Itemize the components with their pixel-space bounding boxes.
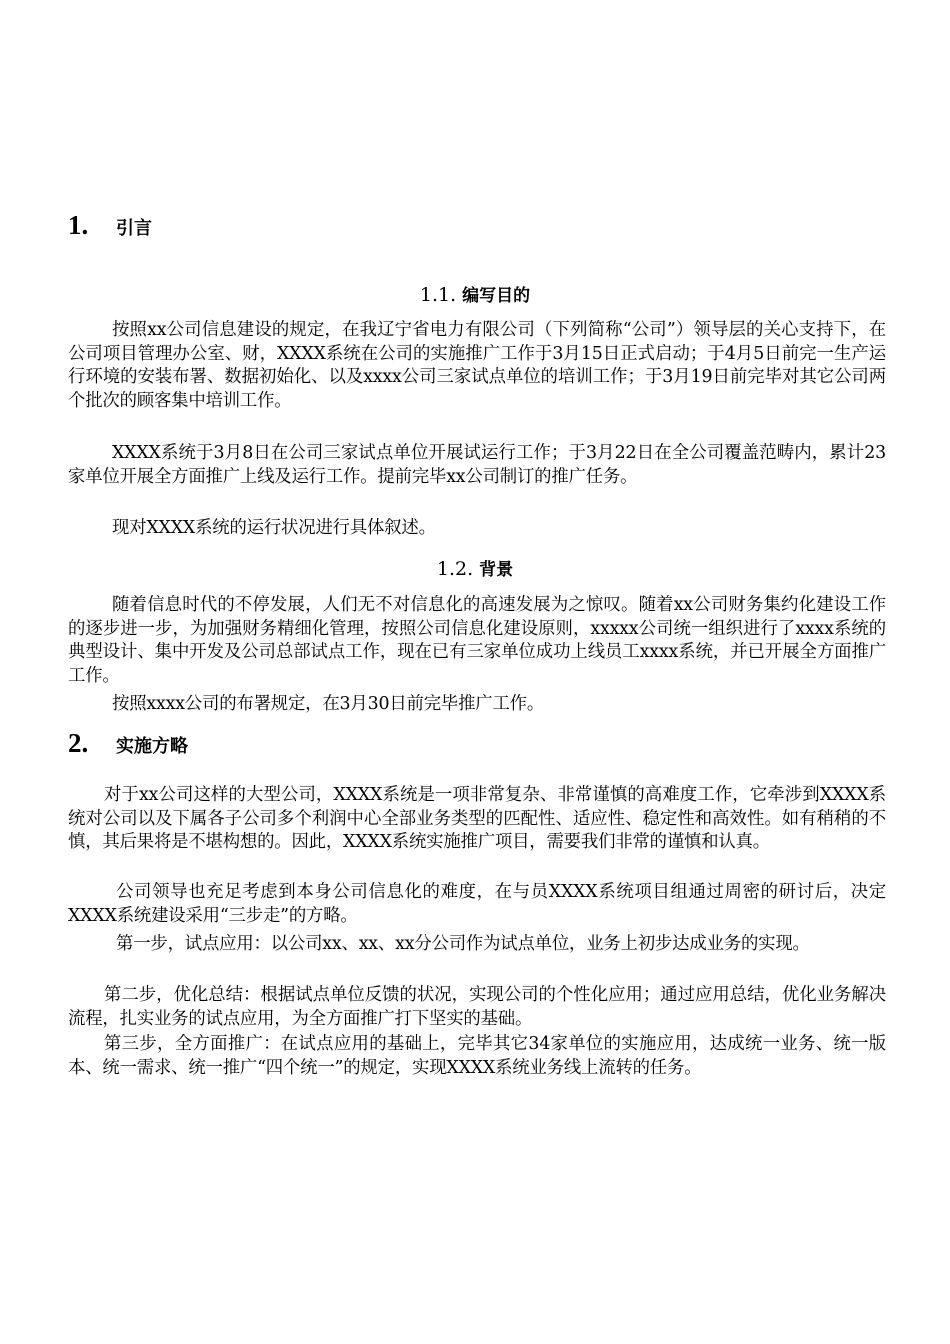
paragraph: 按照xxxx公司的布署规定，在3月30日前完毕推广工作。 bbox=[112, 694, 545, 714]
paragraph: 第二步，优化总结：根据试点单位反馈的状况，实现公司的个性化应用；通过应用总结，优化业务解决流程，扎实业务的试点应用，为全方面推广打下坚实的基础。 bbox=[68, 985, 886, 1029]
section-2-heading bbox=[68, 728, 188, 759]
paragraph: 第一步，试点应用：以公司xx、xx、xx分公司作为试点单位，业务上初步达成业务的实现。 bbox=[116, 934, 810, 954]
paragraph: 公司领导也充足考虑到本身公司信息化的难度，在与员XXXX系统项目组通过周密的研讨后，决定XXXX系统建设采用“三步走”的方略。 bbox=[68, 882, 886, 926]
paragraph: XXXX系统于3月8日在公司三家试点单位开展试运行工作；于3月22日在全公司覆盖范畴内，累计23家单位开展全方面推广上线及运行工作。提前完毕xx公司制订的推广任务。 bbox=[68, 443, 886, 487]
section-1-1-number: 1.1. bbox=[419, 284, 457, 306]
paragraph: 按照xx公司信息建设的规定，在我辽宁省电力有限公司（下列简称“公司”）领导层的关心支持下，在公司项目管理办公室、财，XXXX系统在公司的实施推广工作于3月15日正式启动；于4月5日前完一生产运行环境的安装布署、数据初始化、以及xxxx公司三家试点单位的培训工作；于3月19日前完毕对其它公司两个批次的顾客集中培训工作。 bbox=[68, 320, 886, 411]
section-1-1-heading bbox=[0, 283, 950, 308]
paragraph: 对于xx公司这样的大型公司，XXXX系统是一项非常复杂、非常谨慎的高难度工作，它牵涉到XXXX系统对公司以及下属各子公司多个利润中心全部业务类型的匹配性、适应性、稳定性和高效性。如有稍稍的不慎，其后果将是不堪构想的。因此，XXXX系统实施推广项目，需要我们非常的谨慎和认真。 bbox=[68, 785, 886, 852]
section-1-2-number: 1.2. bbox=[436, 558, 474, 580]
section-1-2-heading bbox=[0, 557, 950, 582]
section-1-heading bbox=[68, 210, 152, 241]
section-2-number: 2. bbox=[68, 728, 89, 758]
section-1-title: 引言 bbox=[116, 218, 152, 239]
section-1-number: 1. bbox=[68, 210, 89, 240]
section-1-2-title: 背景 bbox=[479, 560, 514, 580]
paragraph: 第三步，全方面推广：在试点应用的基础上，完毕其它34家单位的实施应用，达成统一业务、统一版本、统一需求、统一推广“四个统一”的规定，实现XXXX系统业务线上流转的任务。 bbox=[68, 1034, 886, 1078]
paragraph: 随着信息时代的不停发展，人们无不对信息化的高速发展为之惊叹。随着xx公司财务集约化建设工作的逐步进一步，为加强财务精细化管理，按照公司信息化建设原则，xxxxx公司统一组织进行了xxxx系统的典型设计、集中开发及公司总部试点工作，现在已有三家单位成功上线员工xxxx系统，并已开展全方面推广工作。 bbox=[68, 595, 886, 686]
section-2-title: 实施方略 bbox=[116, 736, 188, 757]
paragraph: 现对XXXX系统的运行状况进行具体叙述。 bbox=[112, 518, 436, 538]
section-1-1-title: 编写目的 bbox=[462, 286, 531, 306]
